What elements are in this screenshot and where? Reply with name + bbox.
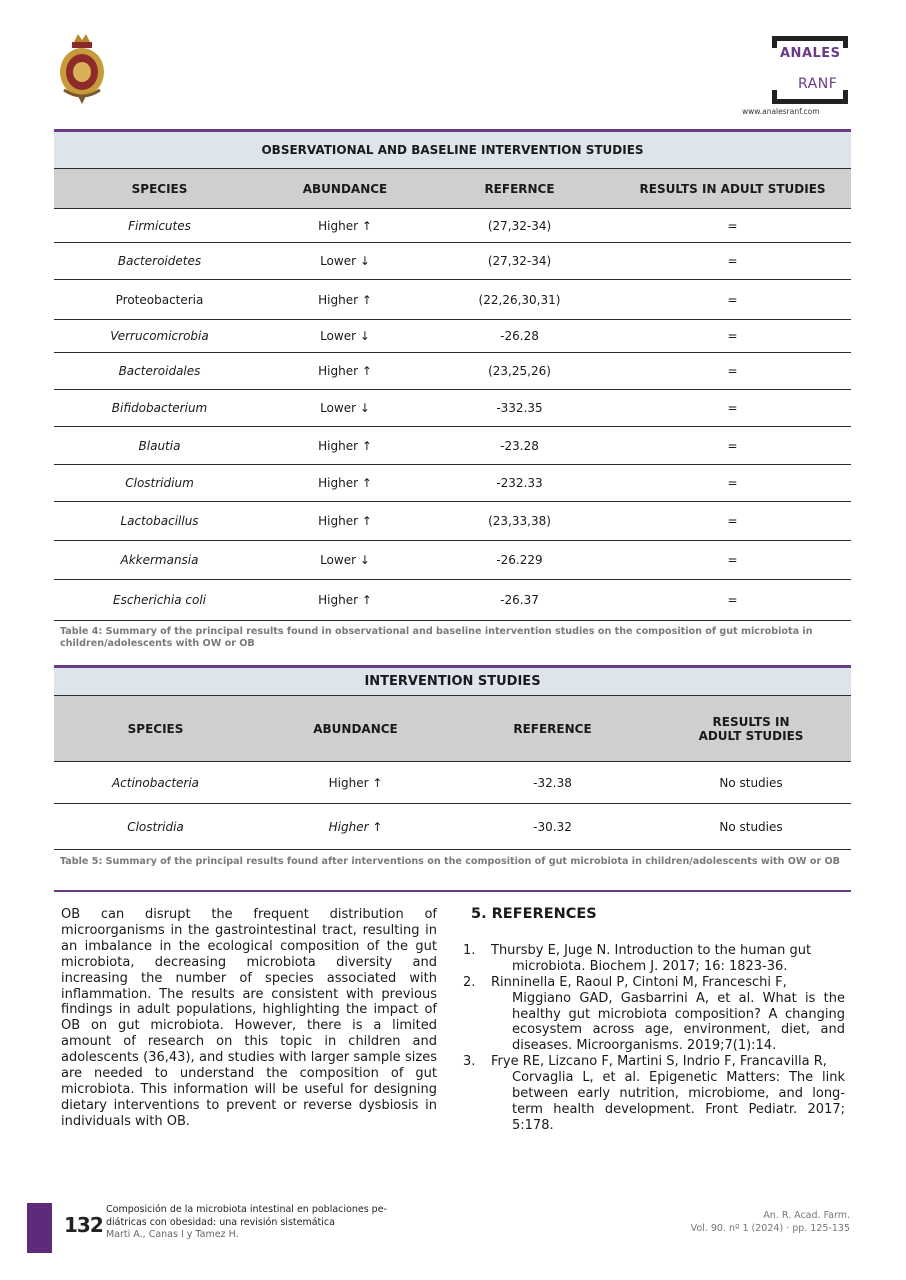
reference-item xyxy=(463,943,845,975)
results-cell: No studies xyxy=(651,804,851,850)
reference-cell: (22,26,30,31) xyxy=(425,280,614,320)
reference-cell: (27,32-34) xyxy=(425,243,614,280)
footer-journal: An. R. Acad. Farm. xyxy=(763,1210,850,1221)
reference-cell: (23,33,38) xyxy=(425,502,614,541)
species-cell: Firmicutes xyxy=(54,209,265,243)
footer-journal-info xyxy=(691,1210,850,1235)
table-row xyxy=(54,320,851,353)
col-header-abundance: ABUNDANCE xyxy=(257,696,454,762)
reference-item xyxy=(463,975,845,1055)
results-cell: = xyxy=(614,465,851,502)
table-4-caption: Table 4: Summary of the principal results found in observational and baseline intervention studies on the composition of gut microbiota in children/adolescents with OW or OB xyxy=(60,626,813,649)
table-4-title: OBSERVATIONAL AND BASELINE INTERVENTION STUDIES xyxy=(54,131,851,169)
logo-text-anales: ANALES xyxy=(780,46,841,61)
reference-cell: (27,32-34) xyxy=(425,209,614,243)
reference-number: 2. xyxy=(463,974,476,990)
species-cell: Escherichia coli xyxy=(54,580,265,621)
abundance-cell: Higher ↑ xyxy=(265,353,425,390)
table-row xyxy=(54,580,851,621)
caption-divider xyxy=(54,890,851,892)
table-row xyxy=(54,541,851,580)
col-header-results xyxy=(651,696,851,762)
abundance-cell: Lower ↓ xyxy=(265,541,425,580)
reference-cell: -26.229 xyxy=(425,541,614,580)
academy-seal-logo xyxy=(54,32,110,106)
abundance-cell: Higher ↑ xyxy=(265,580,425,621)
col-header-species: SPECIES xyxy=(54,169,265,209)
col-header-species: SPECIES xyxy=(54,696,257,762)
reference-text: Frye RE, Lizcano F, Martini S, Indrio F, Francavilla R, xyxy=(491,1054,827,1070)
results-cell: = xyxy=(614,427,851,465)
abundance-cell: Lower ↓ xyxy=(265,390,425,427)
species-cell: Lactobacillus xyxy=(54,502,265,541)
table-row xyxy=(54,502,851,541)
reference-number: 1. xyxy=(463,942,476,958)
results-cell: = xyxy=(614,353,851,390)
reference-item xyxy=(463,1054,845,1134)
reference-cell: -332.35 xyxy=(425,390,614,427)
results-cell: = xyxy=(614,280,851,320)
abundance-cell: Higher ↑ xyxy=(257,804,454,850)
abundance-cell: Higher ↑ xyxy=(257,762,454,804)
species-cell: Bifidobacterium xyxy=(54,390,265,427)
results-cell: = xyxy=(614,502,851,541)
results-cell: = xyxy=(614,209,851,243)
reference-cell: -30.32 xyxy=(454,804,651,850)
abundance-cell: Lower ↓ xyxy=(265,320,425,353)
species-cell: Akkermansia xyxy=(54,541,265,580)
footer-article-info xyxy=(106,1204,387,1242)
table-row xyxy=(54,804,851,850)
col-header-reference: REFERNCE xyxy=(425,169,614,209)
footer-accent-bar xyxy=(27,1203,52,1253)
table-row xyxy=(54,390,851,427)
table-5 xyxy=(54,665,851,850)
results-cell: = xyxy=(614,243,851,280)
col-header-results: RESULTS IN ADULT STUDIES xyxy=(614,169,851,209)
species-cell: Bacteroidetes xyxy=(54,243,265,280)
species-cell: Blautia xyxy=(54,427,265,465)
results-cell: No studies xyxy=(651,762,851,804)
reference-cell: -26.28 xyxy=(425,320,614,353)
col-header-results-line1: RESULTS IN xyxy=(712,714,790,729)
col-header-abundance: ABUNDANCE xyxy=(265,169,425,209)
reference-cell: -23.28 xyxy=(425,427,614,465)
table-row xyxy=(54,353,851,390)
species-cell: Actinobacteria xyxy=(54,762,257,804)
table-row xyxy=(54,209,851,243)
table-5-caption: Table 5: Summary of the principal results found after interventions on the composition of gut microbiota in children/adolescents with OW or OB xyxy=(60,856,840,867)
abundance-cell: Higher ↑ xyxy=(265,465,425,502)
reference-text-cont: Miggiano GAD, Gasbarrini A, et al. What is the healthy gut microbiota composition? A changing ecosystem across age, environment, diet, and diseases. Microorganisms. 2019;7(1):14. xyxy=(512,990,845,1054)
reference-cell: -26.37 xyxy=(425,580,614,621)
footer-authors: Marti A., Canas I y Tamez H. xyxy=(106,1229,239,1240)
body-paragraph: OB can disrupt the frequent distribution of microorganisms in the gastrointestinal tract, resulting in an imbalance in the ecological composition of the gut microbiota, decreasing microbiota diversity and increasing the number of species associated with inflammation. The results are consistent with previous findings in adult populations, highlighting the impact of OB on gut microbiota. However, there is a limited amount of research on this topic in children and adolescents (36,43), and studies with larger sample sizes are needed to understand the composition of gut microbiota. This information will be useful for designing dietary interventions to prevent or reverse dysbiosis in individuals with OB. xyxy=(61,907,437,1129)
footer-title-line2: diátricas con obesidad: una revisión sistemática xyxy=(106,1216,335,1228)
table-4 xyxy=(54,129,851,621)
logo-text-ranf: RANF xyxy=(798,76,838,92)
reference-cell: (23,25,26) xyxy=(425,353,614,390)
results-cell: = xyxy=(614,580,851,621)
references-section xyxy=(463,907,845,1134)
col-header-results-line2: ADULT STUDIES xyxy=(698,728,804,743)
results-cell: = xyxy=(614,320,851,353)
website-link[interactable]: www.analesranf.com xyxy=(742,107,820,116)
abundance-cell: Higher ↑ xyxy=(265,502,425,541)
col-header-reference: REFERENCE xyxy=(454,696,651,762)
reference-text: Thursby E, Juge N. Introduction to the human gut xyxy=(491,942,812,958)
species-cell: Proteobacteria xyxy=(54,280,265,320)
abundance-cell: Lower ↓ xyxy=(265,243,425,280)
reference-number: 3. xyxy=(463,1054,476,1070)
reference-cell: -232.33 xyxy=(425,465,614,502)
species-cell: Clostridium xyxy=(54,465,265,502)
results-cell: = xyxy=(614,390,851,427)
results-cell: = xyxy=(614,541,851,580)
abundance-cell: Higher ↑ xyxy=(265,280,425,320)
table-row xyxy=(54,243,851,280)
reference-text-cont: microbiota. Biochem J. 2017; 16: 1823-36. xyxy=(512,958,788,974)
table-row xyxy=(54,465,851,502)
table-5-title: INTERVENTION STUDIES xyxy=(54,667,851,696)
table-row xyxy=(54,762,851,804)
reference-cell: -32.38 xyxy=(454,762,651,804)
table-row xyxy=(54,427,851,465)
page-number: 132 xyxy=(64,1213,103,1237)
table-row xyxy=(54,280,851,320)
anales-ranf-logo xyxy=(742,36,852,120)
reference-text-cont: Corvaglia L, et al. Epigenetic Matters: The link between early nutrition, microbiome, and long-term health development. Front Pediatr. 2017; 5:178. xyxy=(512,1070,845,1133)
species-cell: Clostridia xyxy=(54,804,257,850)
abundance-cell: Higher ↑ xyxy=(265,427,425,465)
species-cell: Bacteroidales xyxy=(54,353,265,390)
footer-volume: Vol. 90. nº 1 (2024) · pp. 125-135 xyxy=(690,1222,850,1234)
references-heading: 5. REFERENCES xyxy=(471,906,597,922)
reference-text: Rinninella E, Raoul P, Cintoni M, Franceschi F, xyxy=(491,974,787,990)
footer-title-line1: Composición de la microbiota intestinal en poblaciones pe- xyxy=(106,1204,387,1215)
abundance-cell: Higher ↑ xyxy=(265,209,425,243)
species-cell: Verrucomicrobia xyxy=(54,320,265,353)
